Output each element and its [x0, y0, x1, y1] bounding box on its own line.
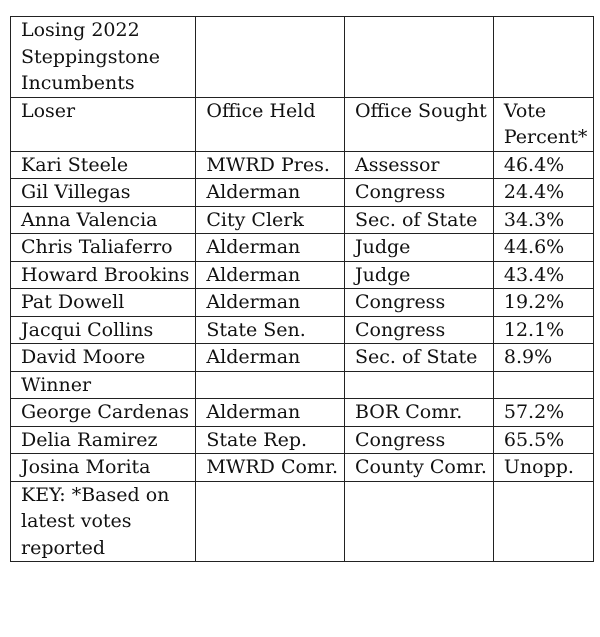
- loser-name: Gil Villegas: [11, 179, 196, 207]
- office-sought: Judge: [344, 234, 493, 262]
- title-row: [11, 17, 594, 98]
- office-held: Alderman: [196, 234, 345, 262]
- winner-name: Josina Morita: [11, 454, 196, 482]
- office-held: Alderman: [196, 261, 345, 289]
- key-row: [11, 481, 594, 562]
- vote-percent: 8.9%: [493, 344, 594, 372]
- table-row: [11, 261, 594, 289]
- table-row: [11, 344, 594, 372]
- table-row: [11, 289, 594, 317]
- table-title: Losing 2022 Steppingstone Incumbents: [11, 17, 196, 98]
- table-row: [11, 426, 594, 454]
- loser-name: Pat Dowell: [11, 289, 196, 317]
- table-row: [11, 206, 594, 234]
- loser-name: Howard Brookins: [11, 261, 196, 289]
- loser-name: Jacqui Collins: [11, 316, 196, 344]
- office-held: MWRD Pres.: [196, 151, 345, 179]
- loser-name: David Moore: [11, 344, 196, 372]
- table-row: [11, 151, 594, 179]
- vote-percent: Unopp.: [493, 454, 594, 482]
- office-held: State Rep.: [196, 426, 345, 454]
- vote-percent: 12.1%: [493, 316, 594, 344]
- office-sought: Judge: [344, 261, 493, 289]
- vote-percent: 65.5%: [493, 426, 594, 454]
- office-held: Alderman: [196, 179, 345, 207]
- office-held: City Clerk: [196, 206, 345, 234]
- header-row: [11, 97, 594, 151]
- winner-label-row: [11, 371, 594, 399]
- vote-percent: 19.2%: [493, 289, 594, 317]
- header-office-sought: Office Sought: [344, 97, 493, 151]
- office-sought: Assessor: [344, 151, 493, 179]
- office-held: Alderman: [196, 289, 345, 317]
- table-row: [11, 316, 594, 344]
- incumbents-table: [10, 16, 594, 562]
- vote-percent: 46.4%: [493, 151, 594, 179]
- table-key: KEY: *Based on latest votes reported: [11, 481, 196, 562]
- winner-name: Delia Ramirez: [11, 426, 196, 454]
- table-row: [11, 399, 594, 427]
- table-row: [11, 179, 594, 207]
- header-loser: Loser: [11, 97, 196, 151]
- office-sought: Sec. of State: [344, 206, 493, 234]
- office-held: Alderman: [196, 344, 345, 372]
- loser-name: Chris Taliaferro: [11, 234, 196, 262]
- office-held: Alderman: [196, 399, 345, 427]
- vote-percent: 34.3%: [493, 206, 594, 234]
- office-held: MWRD Comr.: [196, 454, 345, 482]
- table-row: [11, 454, 594, 482]
- winner-label: Winner: [11, 371, 196, 399]
- vote-percent: 43.4%: [493, 261, 594, 289]
- loser-name: Anna Valencia: [11, 206, 196, 234]
- office-sought: County Comr.: [344, 454, 493, 482]
- vote-percent: 57.2%: [493, 399, 594, 427]
- office-held: State Sen.: [196, 316, 345, 344]
- loser-name: Kari Steele: [11, 151, 196, 179]
- table-row: [11, 234, 594, 262]
- vote-percent: 24.4%: [493, 179, 594, 207]
- office-sought: Congress: [344, 316, 493, 344]
- office-sought: BOR Comr.: [344, 399, 493, 427]
- winner-name: George Cardenas: [11, 399, 196, 427]
- office-sought: Sec. of State: [344, 344, 493, 372]
- office-sought: Congress: [344, 426, 493, 454]
- vote-percent: 44.6%: [493, 234, 594, 262]
- office-sought: Congress: [344, 179, 493, 207]
- header-vote-percent: Vote Percent*: [493, 97, 594, 151]
- office-sought: Congress: [344, 289, 493, 317]
- header-office-held: Office Held: [196, 97, 345, 151]
